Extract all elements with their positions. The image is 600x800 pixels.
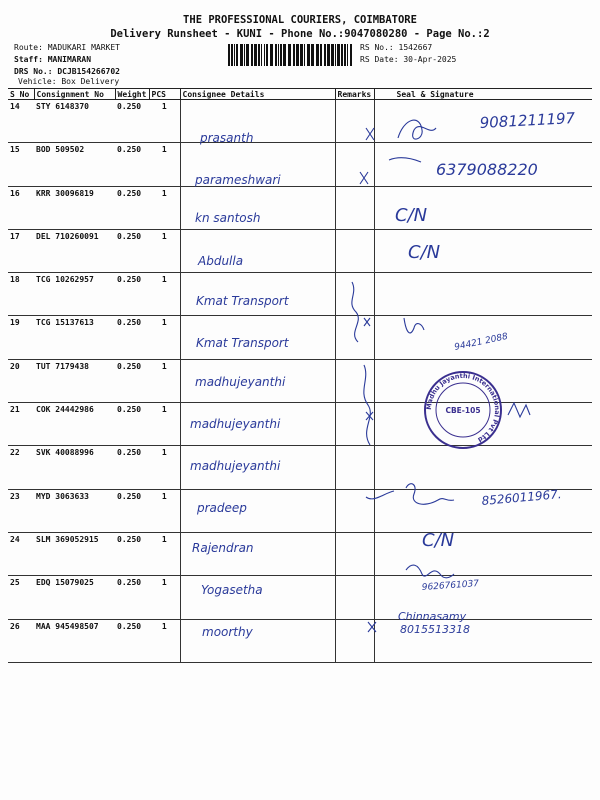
row-pcs: 1 (149, 489, 180, 532)
header-consignee: Consignee Details (180, 89, 335, 100)
row-consignment: STY 6148370 (34, 100, 115, 143)
handwritten-consignee-name: prasanth (200, 131, 254, 145)
handwritten-consignee-name: Kmat Transport (196, 294, 289, 308)
rs-number: RS No.: 1542667 (360, 43, 433, 52)
row-sno: 23 (8, 489, 34, 532)
row-consignment: EDQ 15079025 (34, 576, 115, 619)
table-row (8, 316, 592, 359)
row-consignment: BOD 509502 (34, 143, 115, 186)
row-consignee (180, 446, 335, 489)
row-consignee (180, 359, 335, 402)
row-remarks (335, 576, 374, 619)
row-signature (374, 186, 592, 229)
row-remarks (335, 489, 374, 532)
row-pcs: 1 (149, 359, 180, 402)
route-label: Route: MADUKARI MARKET (14, 43, 120, 52)
table-row (8, 446, 592, 489)
row-weight: 0.250 (115, 619, 149, 662)
row-signature (374, 446, 592, 489)
table-row (8, 186, 592, 229)
header-pcs: PCS (149, 89, 180, 100)
handwritten-phone: 6379088220 (436, 160, 538, 179)
row-pcs: 1 (149, 403, 180, 446)
row-remarks (335, 446, 374, 489)
row-consignee (180, 489, 335, 532)
row-remarks (335, 273, 374, 316)
row-consignment: SLM 369052915 (34, 532, 115, 575)
handwritten-cn-mark: C/N (395, 205, 428, 226)
row-weight: 0.250 (115, 576, 149, 619)
row-weight: 0.250 (115, 143, 149, 186)
handwritten-cn-mark: C/N (408, 242, 441, 263)
row-pcs: 1 (149, 273, 180, 316)
row-signature (374, 619, 592, 662)
row-consignment: KRR 30096819 (34, 186, 115, 229)
row-consignment: TCG 10262957 (34, 273, 115, 316)
handwritten-phone: 8526011967. (481, 487, 563, 508)
row-consignment: SVK 40088996 (34, 446, 115, 489)
row-remarks (335, 143, 374, 186)
handwritten-cn-mark: C/N (422, 530, 455, 551)
staff-label: Staff: MANIMARAN (14, 55, 92, 64)
handwritten-phone: 9081211197 (479, 109, 576, 132)
row-consignment: COK 24442986 (34, 403, 115, 446)
row-sno: 21 (8, 403, 34, 446)
row-weight: 0.250 (115, 403, 149, 446)
row-consignee (180, 576, 335, 619)
row-weight: 0.250 (115, 489, 149, 532)
row-consignee (180, 100, 335, 143)
row-consignee (180, 316, 335, 359)
table-row (8, 143, 592, 186)
row-pcs: 1 (149, 532, 180, 575)
row-signature (374, 532, 592, 575)
handwritten-consignee-name: madhujeyanthi (195, 375, 286, 389)
handwritten-consignee-name: madhujeyanthi (190, 417, 281, 431)
row-consignment: MAA 945498507 (34, 619, 115, 662)
runsheet-table (8, 88, 592, 663)
handwritten-consignee-name: madhujeyanthi (190, 459, 281, 473)
row-sno: 26 (8, 619, 34, 662)
row-weight: 0.250 (115, 446, 149, 489)
drs-label: DRS No.: DCJB154266702 (14, 67, 120, 76)
row-consignee (180, 186, 335, 229)
row-pcs: 1 (149, 316, 180, 359)
row-weight: 0.250 (115, 359, 149, 402)
row-sno: 18 (8, 273, 34, 316)
row-sno: 16 (8, 186, 34, 229)
stamp-ring-text: Madhu Jayanthi International Pvt Ltd (424, 371, 502, 444)
row-sno: 15 (8, 143, 34, 186)
row-consignment: TUT 7179438 (34, 359, 115, 402)
row-consignment: DEL 710260091 (34, 229, 115, 272)
table-row (8, 403, 592, 446)
row-signature (374, 316, 592, 359)
row-sno: 14 (8, 100, 34, 143)
handwritten-signature-name: Chinnasamy (398, 610, 467, 623)
header-signature: Seal & Signature (374, 89, 592, 100)
row-sno: 24 (8, 532, 34, 575)
row-signature (374, 100, 592, 143)
row-signature (374, 576, 592, 619)
row-remarks (335, 532, 374, 575)
header-consignment: Consignment No (34, 89, 115, 100)
handwritten-consignee-name: Abdulla (198, 254, 244, 268)
handwritten-phone: 9626761037 (421, 579, 480, 593)
row-signature (374, 359, 592, 402)
handwritten-phone: 8015513318 (400, 623, 470, 636)
row-sno: 17 (8, 229, 34, 272)
stamp-center-text: CBE-105 (445, 406, 481, 415)
row-pcs: 1 (149, 186, 180, 229)
row-weight: 0.250 (115, 100, 149, 143)
row-signature (374, 273, 592, 316)
row-weight: 0.250 (115, 316, 149, 359)
row-consignee (180, 229, 335, 272)
handwritten-consignee-name: Kmat Transport (196, 336, 289, 350)
vehicle-label: Vehicle: Box Delivery (18, 77, 120, 86)
table-row (8, 100, 592, 143)
row-remarks (335, 186, 374, 229)
row-pcs: 1 (149, 619, 180, 662)
row-weight: 0.250 (115, 273, 149, 316)
row-consignee (180, 619, 335, 662)
table-row (8, 576, 592, 619)
row-remarks (335, 359, 374, 402)
table-row (8, 273, 592, 316)
handwritten-consignee-name: kn santosh (195, 211, 261, 225)
row-remarks (335, 229, 374, 272)
row-remarks (335, 619, 374, 662)
handwritten-phone: 94421 2088 (453, 331, 509, 353)
row-consignee (180, 143, 335, 186)
row-sno: 22 (8, 446, 34, 489)
row-consignee (180, 403, 335, 446)
row-consignee (180, 532, 335, 575)
row-consignment: TCG 15137613 (34, 316, 115, 359)
barcode (228, 44, 354, 66)
table-header-row (8, 89, 592, 100)
runsheet-subtitle: Delivery Runsheet - KUNI - Phone No.:9047080280 - Page No.:2 (110, 28, 490, 40)
row-pcs: 1 (149, 576, 180, 619)
table-row (8, 532, 592, 575)
handwritten-consignee-name: moorthy (202, 625, 253, 639)
handwritten-consignee-name: Yogasetha (201, 583, 263, 597)
row-signature (374, 489, 592, 532)
table-row (8, 489, 592, 532)
row-weight: 0.250 (115, 532, 149, 575)
row-consignee (180, 273, 335, 316)
handwritten-consignee-name: parameshwari (195, 173, 281, 187)
header-sno: S No (8, 89, 34, 100)
row-remarks (335, 403, 374, 446)
table-row (8, 359, 592, 402)
row-signature (374, 143, 592, 186)
row-sno: 25 (8, 576, 34, 619)
row-remarks (335, 100, 374, 143)
row-consignment: MYD 3063633 (34, 489, 115, 532)
row-remarks (335, 316, 374, 359)
table-row (8, 619, 592, 662)
row-weight: 0.250 (115, 229, 149, 272)
handwritten-consignee-name: Rajendran (192, 541, 254, 555)
table-row (8, 229, 592, 272)
row-signature (374, 229, 592, 272)
row-pcs: 1 (149, 143, 180, 186)
row-pcs: 1 (149, 229, 180, 272)
row-weight: 0.250 (115, 186, 149, 229)
row-sno: 19 (8, 316, 34, 359)
row-pcs: 1 (149, 100, 180, 143)
row-pcs: 1 (149, 446, 180, 489)
row-sno: 20 (8, 359, 34, 402)
row-signature (374, 403, 592, 446)
rs-date: RS Date: 30-Apr-2025 (360, 55, 457, 64)
handwritten-consignee-name: pradeep (197, 501, 247, 515)
header-weight: Weight (115, 89, 149, 100)
header-remarks: Remarks (335, 89, 374, 100)
company-title: THE PROFESSIONAL COURIERS, COIMBATORE (183, 14, 417, 26)
